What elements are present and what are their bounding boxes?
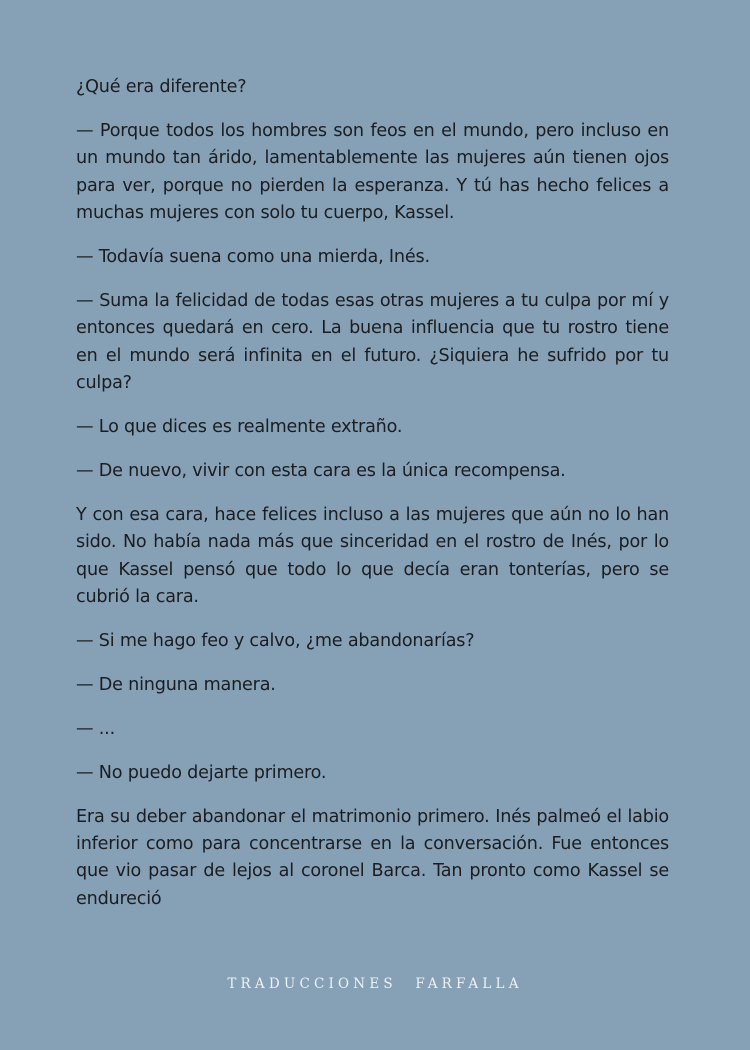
paragraph: — De nuevo, vivir con esta cara es la única recompensa. <box>76 460 566 481</box>
paragraph: — De ninguna manera. <box>76 674 276 695</box>
paragraph: — Todavía suena como una mierda, Inés. <box>76 247 430 268</box>
paragraph: — Porque todos los hombres son feos en el mundo, pero incluso en un mundo tan árido, lamentablemente las mujeres aún tienen ojos para ver, porque no pierden la esperanza. Y tú has hecho felices a muchas mujeres con solo tu cuerpo, Kassel. <box>76 120 669 224</box>
paragraph: — Lo que dices es realmente extraño. <box>76 417 403 438</box>
page-body <box>76 74 669 930</box>
paragraph: ¿Qué era diferente? <box>76 77 247 97</box>
paragraph: — ... <box>76 718 115 739</box>
paragraph: — Suma la felicidad de todas esas otras mujeres a tu culpa por mí y entonces quedará en cero. La buena influencia que tu rostro tiene en el mundo será infinita en el futuro. ¿Siquiera he sufrido por tu culpa? <box>76 290 669 394</box>
footer-credit: TRADUCCIONES FARFALLA <box>227 976 523 992</box>
paragraph: — Si me hago feo y calvo, ¿me abandonarías? <box>76 631 475 651</box>
paragraph: Era su deber abandonar el matrimonio primero. Inés palmeó el labio inferior como para concentrarse en la conversación. Fue entonces que vio pasar de lejos al coronel Barca. Tan pronto como Kassel se endureció <box>76 806 669 909</box>
paragraph: Y con esa cara, hace felices incluso a las mujeres que aún no lo han sido. No había nada más que sinceridad en el rostro de Inés, por lo que Kassel pensó que todo lo que decía eran tonterías, pero se cubrió la cara. <box>76 504 669 608</box>
paragraph: — No puedo dejarte primero. <box>76 762 327 783</box>
